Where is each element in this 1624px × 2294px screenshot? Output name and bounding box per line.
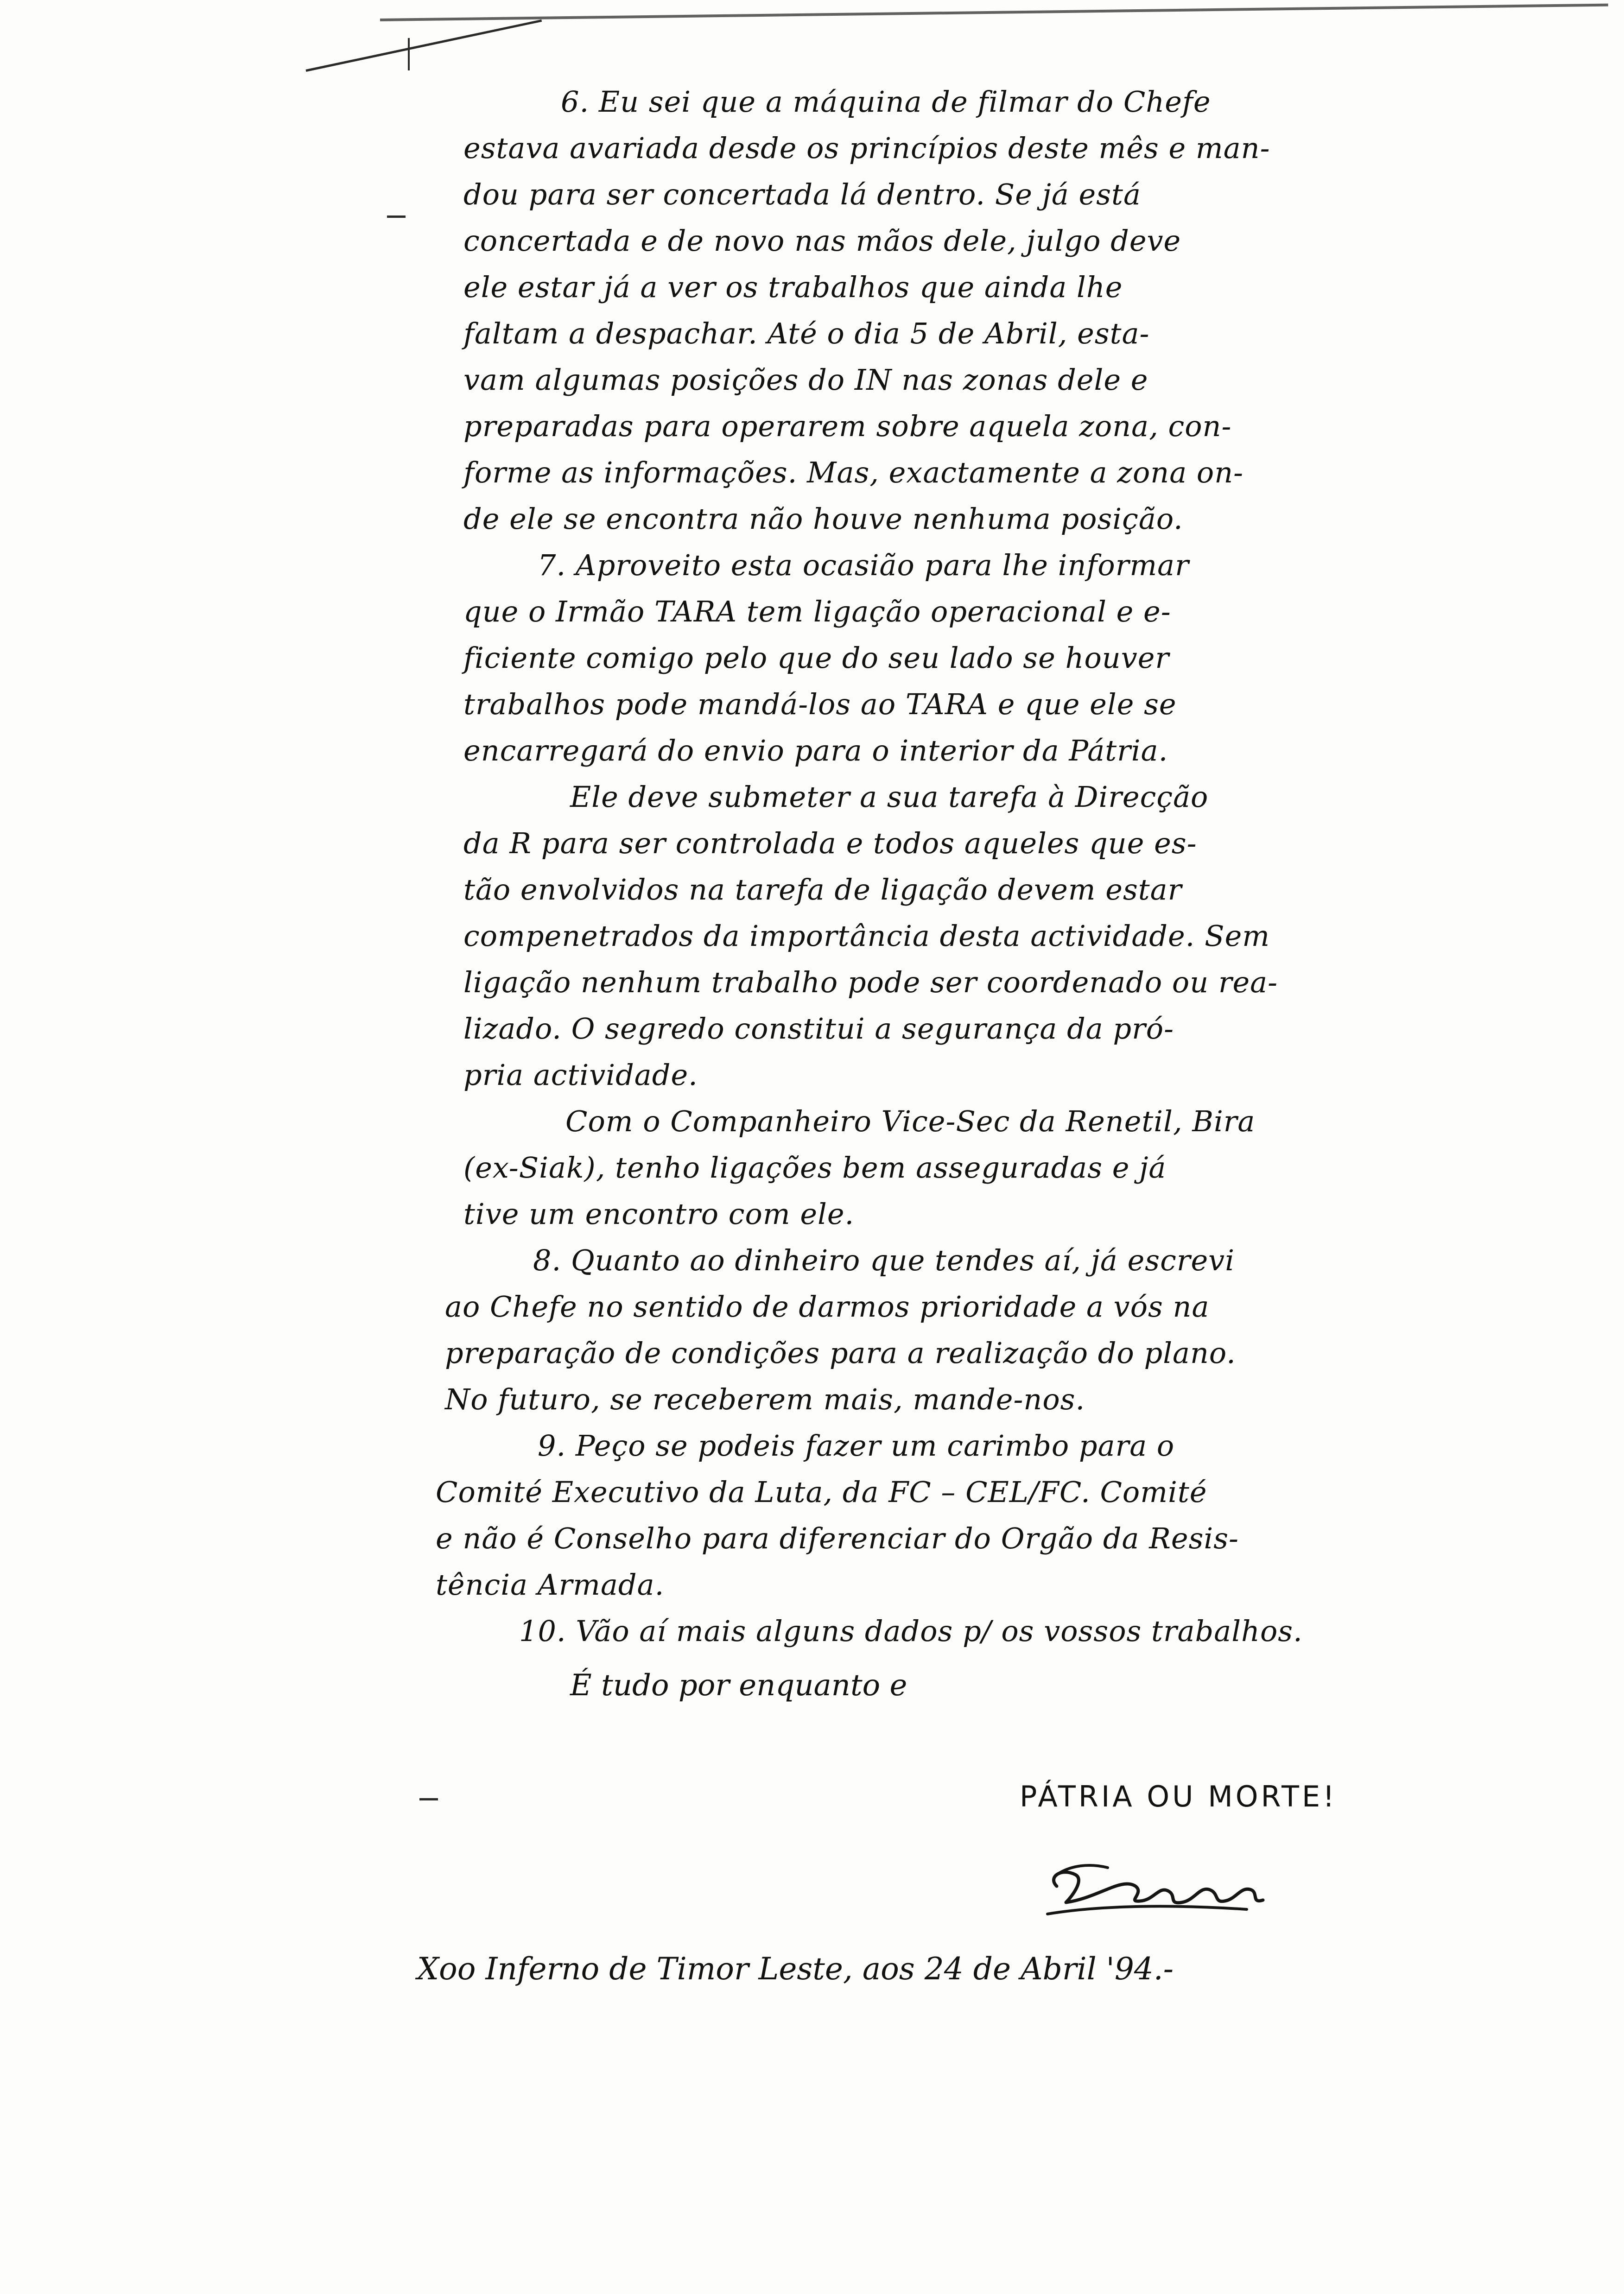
margin-dash-mark — [419, 1798, 438, 1800]
letter-line: e não é Conselho para diferenciar do Orgão da Resis- — [436, 1521, 1239, 1555]
letter-line: Com o Companheiro Vice-Sec da Renetil, Bira — [565, 1104, 1256, 1138]
place-and-date: Xoo Inferno de Timor Leste, aos 24 de Abril '94.- — [417, 1951, 1174, 1987]
letter-line: 9. Peço se podeis fazer um carimbo para o — [538, 1429, 1175, 1463]
scan-edge-line — [380, 4, 1608, 21]
letter-line: compenetrados da importância desta actividade. Sem — [463, 919, 1270, 953]
letter-line: Ele deve submeter a sua tarefa à Direcção — [570, 780, 1209, 814]
letter-line: (ex-Siak), tenho ligações bem asseguradas e já — [463, 1151, 1167, 1185]
letter-line: estava avariada desde os princípios deste mês e man- — [463, 131, 1270, 165]
letter-line: forme as informações. Mas, exactamente a zona on- — [463, 456, 1244, 489]
letter-signoff: É tudo por enquanto e — [570, 1668, 907, 1703]
letter-line: preparação de condições para a realização do plano. — [445, 1336, 1236, 1370]
letter-line: preparadas para operarem sobre aquela zona, con- — [463, 409, 1232, 443]
letter-line: ao Chefe no sentido de darmos prioridade a vós na — [445, 1290, 1210, 1324]
letter-line: tão envolvidos na tarefa de ligação devem estar — [463, 873, 1182, 906]
letter-line: dou para ser concertada lá dentro. Se já está — [463, 177, 1141, 211]
scan-fold-mark — [305, 19, 542, 72]
margin-dash-mark — [387, 215, 406, 218]
letter-line: tive um encontro com ele. — [463, 1197, 855, 1231]
letter-line: trabalhos pode mandá-los ao TARA e que ele se — [463, 687, 1177, 721]
letter-line: concertada e de novo nas mãos dele, julgo deve — [463, 224, 1181, 258]
letter-line: faltam a despachar. Até o dia 5 de Abril, esta- — [463, 317, 1150, 350]
letter-line: tência Armada. — [436, 1568, 665, 1602]
letter-line: pria actividade. — [463, 1058, 698, 1092]
letter-line: que o Irmão TARA tem ligação operacional e e- — [463, 595, 1171, 628]
letter-line: 7. Aproveito esta ocasião para lhe informar — [538, 548, 1189, 582]
letter-line: lizado. O segredo constitui a segurança da pró- — [463, 1012, 1174, 1046]
letter-line: 10. Vão aí mais alguns dados p/ os vossos trabalhos. — [519, 1614, 1303, 1648]
letter-line: da R para ser controlada e todos aqueles que es- — [463, 826, 1197, 860]
handwritten-signature — [1029, 1858, 1270, 1933]
letter-line: ligação nenhum trabalho pode ser coordenado ou rea- — [463, 965, 1278, 999]
motto-line: PÁTRIA OU MORTE! — [1020, 1780, 1338, 1813]
letter-line: de ele se encontra não houve nenhuma posição. — [463, 502, 1183, 536]
letter-line: ficiente comigo pelo que do seu lado se houver — [463, 641, 1170, 675]
letter-line: 8. Quanto ao dinheiro que tendes aí, já escrevi — [533, 1243, 1235, 1277]
letter-line: Comité Executivo da Luta, da FC – CEL/FC. Comité — [436, 1475, 1207, 1509]
letter-line: ele estar já a ver os trabalhos que ainda lhe — [463, 270, 1123, 304]
scan-tick-mark — [408, 38, 410, 70]
letter-line: No futuro, se receberem mais, mande-nos. — [445, 1382, 1085, 1416]
letter-line: encarregará do envio para o interior da Pátria. — [463, 734, 1168, 767]
letter-line: vam algumas posições do IN nas zonas dele e — [463, 363, 1148, 397]
letter-line: 6. Eu sei que a máquina de filmar do Chefe — [561, 85, 1211, 119]
